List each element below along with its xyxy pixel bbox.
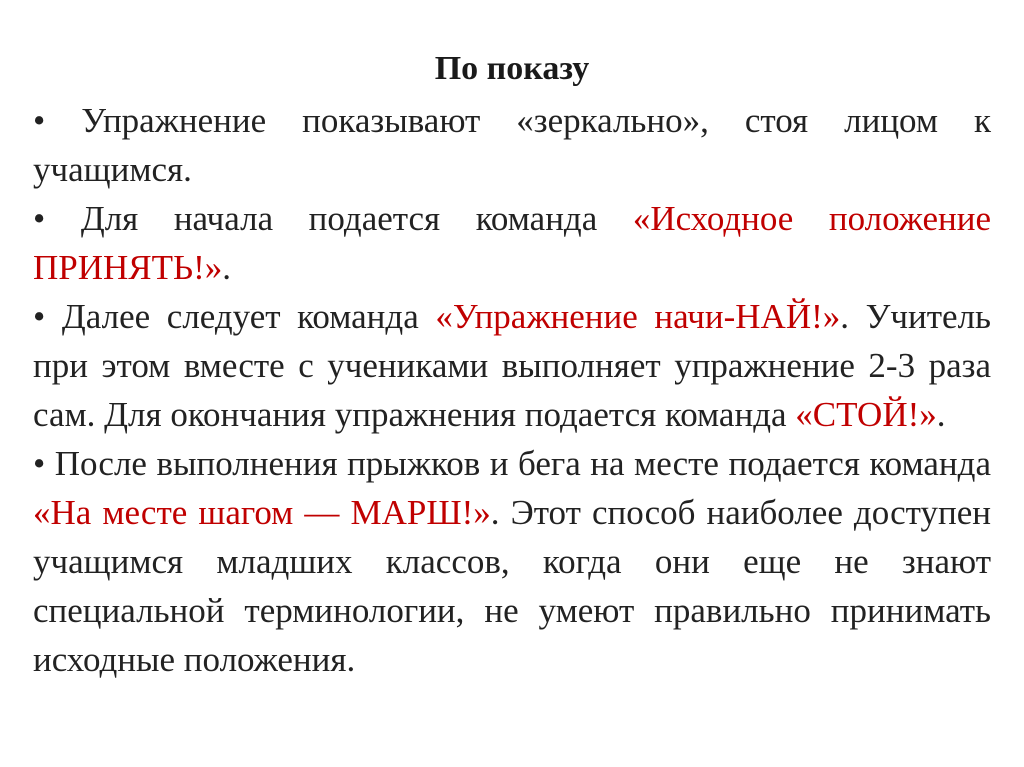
- bullet-icon: •: [33, 101, 46, 140]
- bullet-icon: •: [33, 297, 46, 336]
- paragraph-3-end: .: [936, 395, 946, 434]
- bullet-paragraph-3: [33, 292, 991, 439]
- bullet-icon: •: [33, 444, 46, 483]
- paragraph-3-text: Далее следует команда: [61, 297, 436, 336]
- bullet-icon: •: [33, 199, 46, 238]
- command-march-in-place: «На месте шагом — МАРШ!»: [33, 493, 491, 532]
- paragraph-4-text: После выполнения прыжков и бега на месте подается команда: [54, 444, 992, 483]
- paragraph-1-text: Упражнение показывают «зеркально», стоя лицом к учащимся.: [33, 101, 992, 189]
- slide-title: По показу: [434, 50, 590, 87]
- command-begin-exercise: «Упражнение начи-НАЙ!»: [435, 297, 841, 336]
- paragraph-3-middle: . Учитель при этом вместе с учениками выполняет упражнение 2-3 раза сам. Для окончания упражнения подается команда: [33, 297, 991, 434]
- command-stop: «СТОЙ!»: [795, 395, 937, 434]
- bullet-paragraph-1: [33, 96, 991, 194]
- bullet-paragraph-2: [33, 194, 991, 292]
- slide-body: [33, 96, 991, 684]
- paragraph-2-end: .: [222, 248, 232, 287]
- paragraph-4-end: . Этот способ наиболее доступен учащимся младших классов, когда они еще не знают специальной терминологии, не умеют правильно принимать исходные положения.: [33, 493, 991, 679]
- bullet-paragraph-4: [33, 439, 991, 684]
- paragraph-2-text: Для начала подается команда: [80, 199, 633, 238]
- command-start-position: «Исходное положение ПРИНЯТЬ!»: [33, 199, 992, 287]
